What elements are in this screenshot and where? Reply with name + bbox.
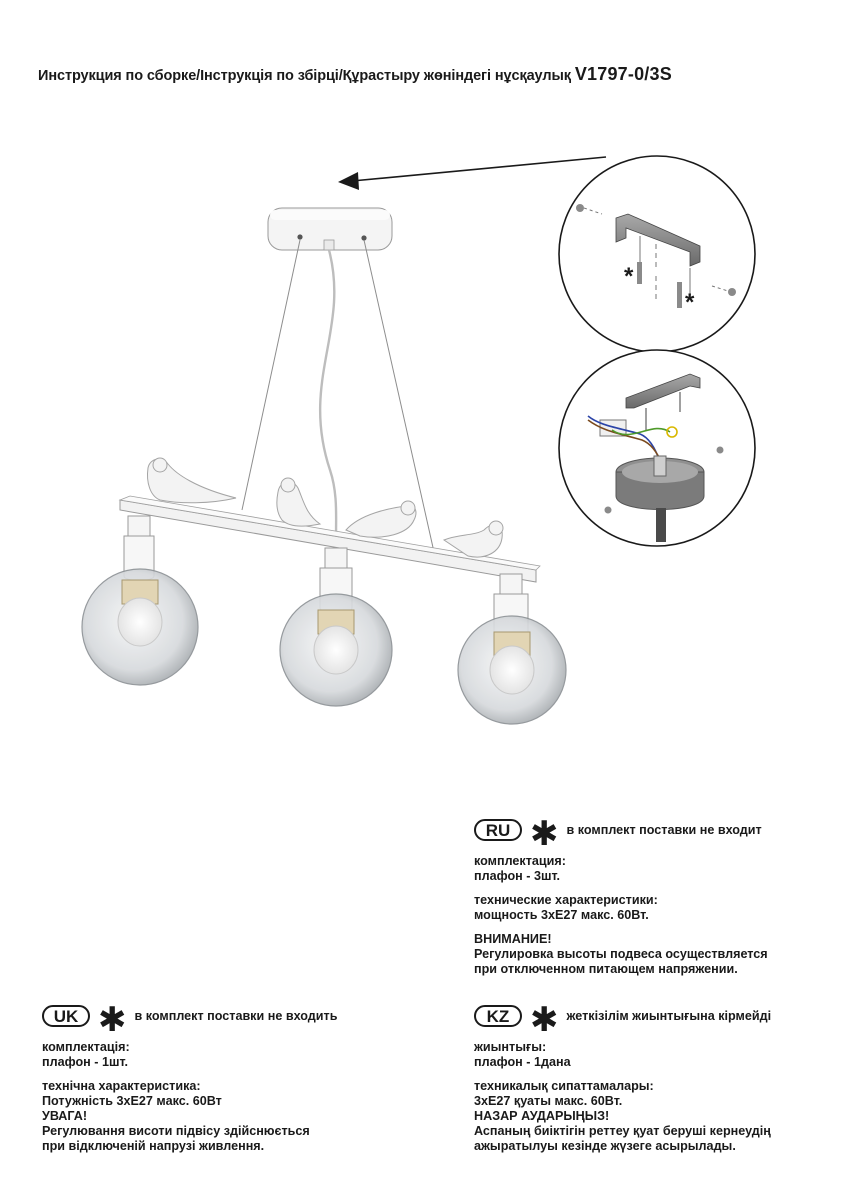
not-included-mark-1: * [624, 263, 634, 290]
uk-section [42, 1001, 337, 1154]
lamp-shade-1 [82, 516, 198, 685]
uk-specs-value: Потужність 3хЕ27 макс. 60Вт [42, 1094, 222, 1108]
kz-kit-label: жиынтығы: [474, 1040, 547, 1054]
wiring-detail [559, 350, 755, 546]
kz-specs-value: 3хЕ27 қуаты макс. 60Вт. [474, 1094, 623, 1108]
uk-header [42, 1001, 338, 1039]
kz-header [474, 1001, 772, 1039]
uk-kit-value: плафон - 1шт. [42, 1055, 129, 1069]
ru-specs-label: технические характеристики: [474, 893, 658, 907]
uk-not-included-note: в комплект поставки не входить [134, 1008, 338, 1023]
kz-warning-label: НАЗАР АУДАРЫҢЫЗ! [474, 1109, 610, 1123]
kz-warning-line-1: Аспаның биіктігін реттеу қуат беруші кернеудің [474, 1124, 771, 1138]
title-text: Инструкция по сборке/Інструкція по збірці/Құрастыру жөніндегі нұсқаулық [38, 68, 571, 84]
kz-section [474, 1001, 771, 1154]
kz-warning-line-2: ажыратылуы кезінде жүзеге асырылады. [474, 1139, 736, 1153]
uk-specs-label: технічна характеристика: [42, 1079, 201, 1093]
uk-warning-line-1: Регулювання висоти підвісу здійснюється [42, 1124, 310, 1138]
asterisk-icon: ✱ [530, 1001, 559, 1039]
lamp-shade-3 [458, 574, 566, 724]
ru-section [474, 815, 768, 977]
ceiling-canopy [268, 208, 392, 250]
ru-kit-label: комплектация: [474, 854, 566, 868]
model-number: V1797-0/3S [574, 64, 672, 84]
ru-warning-label: ВНИМАНИЕ! [474, 932, 552, 946]
kz-kit-value: плафон - 1дана [474, 1055, 571, 1069]
ru-header [474, 815, 768, 853]
direction-arrow [338, 157, 606, 190]
ru-language-badge: RU [474, 819, 522, 841]
ru-not-included-note: в комплект поставки не входит [566, 822, 762, 837]
uk-warning-label: УВАГА! [42, 1109, 88, 1123]
ru-specs-value: мощность 3хЕ27 макс. 60Вт. [474, 908, 649, 922]
mounting-bracket-detail [559, 156, 755, 352]
ru-warning-line-1: Регулировка высоты подвеса осуществляется [474, 947, 768, 961]
uk-language-badge: UK [42, 1005, 90, 1027]
lamp-shade-2 [280, 548, 392, 706]
kz-not-included-note: жеткізілім жиынтығына кірмейді [566, 1008, 772, 1023]
kz-specs-label: техникалық сипаттамалары: [474, 1079, 654, 1093]
uk-kit-label: комплектація: [42, 1040, 130, 1054]
kz-language-badge: KZ [474, 1005, 522, 1027]
asterisk-icon: ✱ [98, 1001, 127, 1039]
ru-warning-line-2: при отключенном питающем напряжении. [474, 962, 738, 976]
not-included-mark-2: * [685, 289, 695, 316]
asterisk-icon: ✱ [530, 815, 559, 853]
ru-kit-value: плафон - 3шт. [474, 869, 561, 883]
uk-warning-line-2: при відключеній напрузі живлення. [42, 1139, 265, 1153]
